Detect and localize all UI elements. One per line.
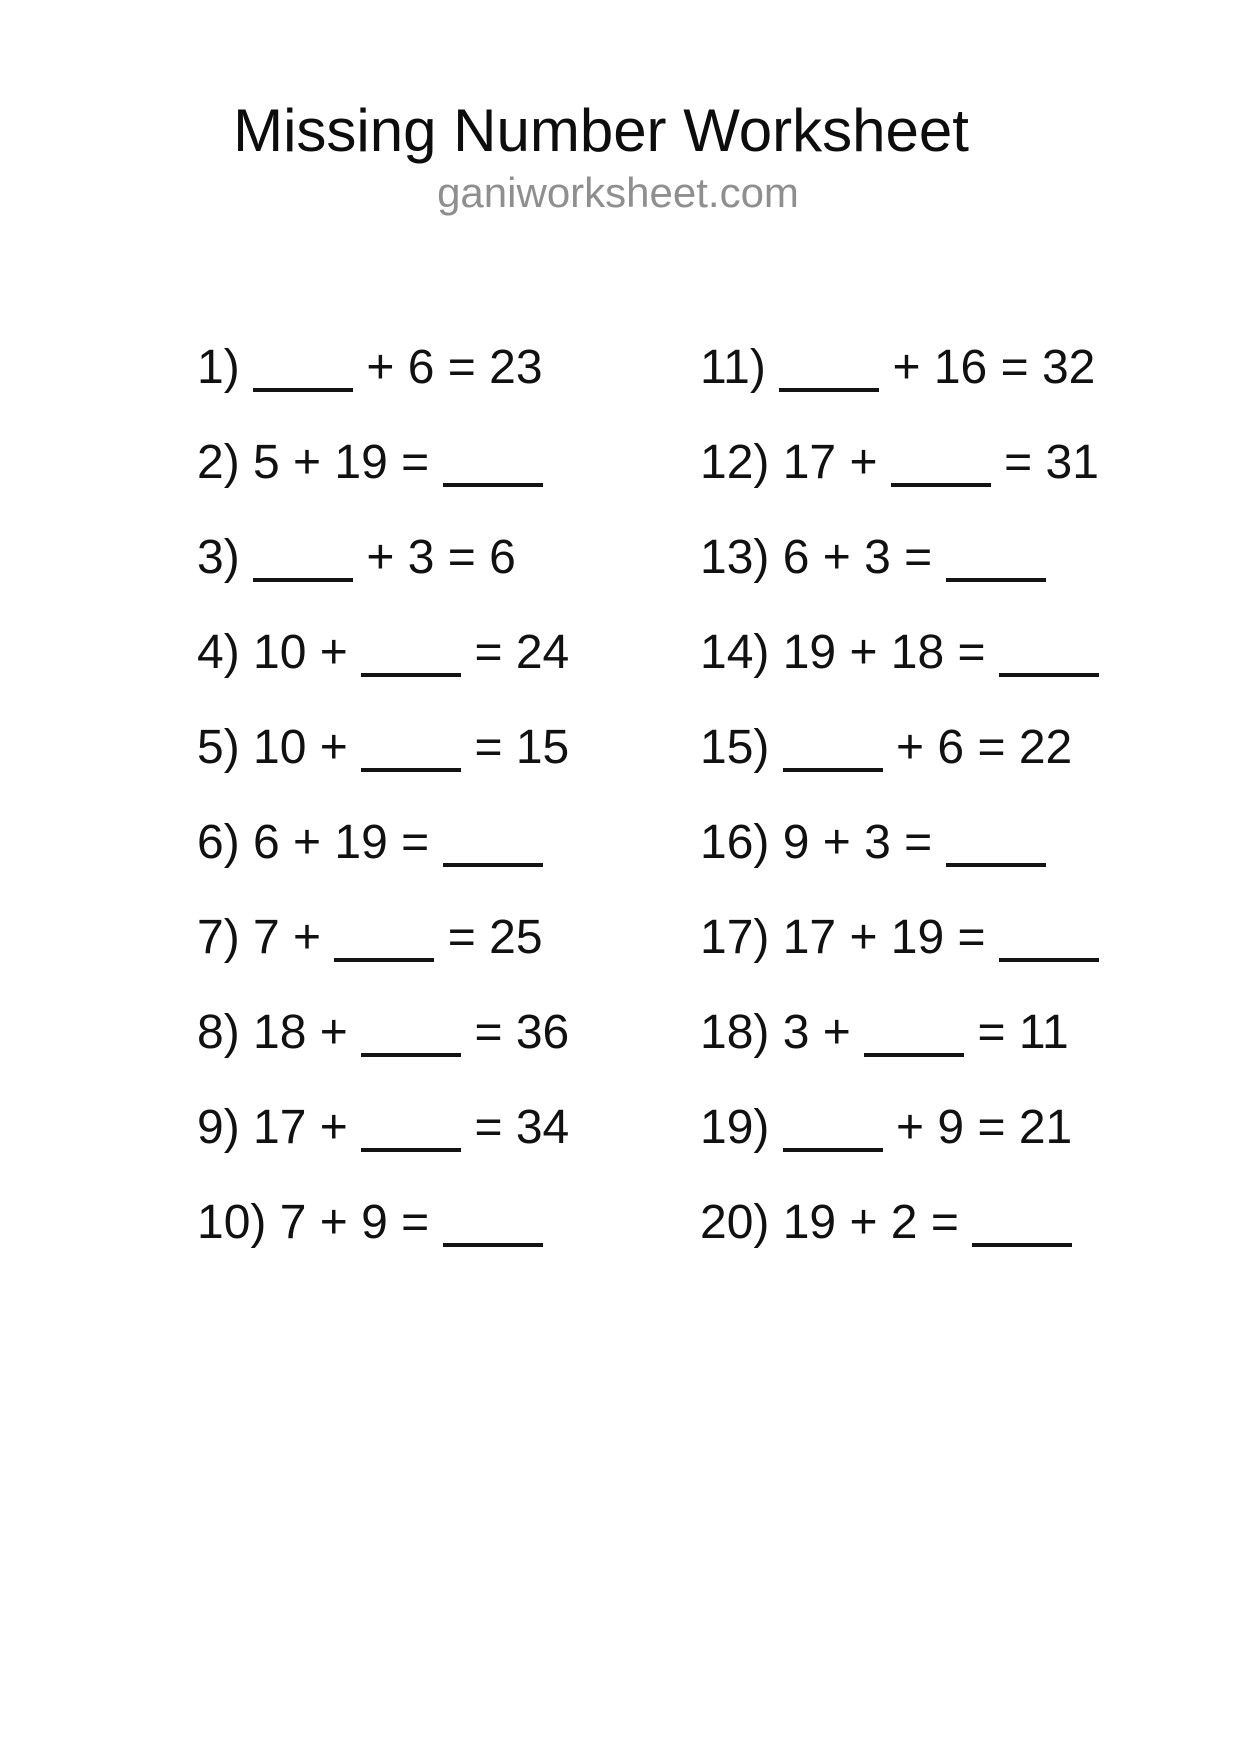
problem-row: 19) + 9 = 21: [700, 1101, 1073, 1154]
answer-blank: [783, 1148, 883, 1152]
answer-blank: [334, 958, 434, 962]
problem-row: 10) 7 + 9 =: [197, 1175, 569, 1270]
answer-blank: [946, 863, 1046, 867]
answer-blank: [253, 388, 353, 392]
answer-blank: [972, 1243, 1072, 1247]
problem-row: 13) 6 + 3 =: [700, 510, 1099, 605]
answer-blank: [999, 673, 1099, 677]
answer-blank: [999, 958, 1099, 962]
answer-blank: [443, 483, 543, 487]
site-credit: ganiworksheet.com: [437, 169, 799, 216]
problem-row: 6) 6 + 19 =: [197, 795, 569, 890]
problems-column-right: [700, 320, 1099, 1270]
problem-row: 9) 17 + = 34: [197, 1101, 570, 1154]
problem-row: 5) 10 + = 15: [197, 721, 570, 774]
answer-blank: [946, 578, 1046, 582]
problem-row: 18) 3 + = 11: [700, 1006, 1069, 1059]
page-title: Missing Number Worksheet: [233, 97, 969, 164]
answer-blank: [361, 768, 461, 772]
problem-row: 15) + 6 = 22: [700, 721, 1073, 774]
answer-blank: [443, 1243, 543, 1247]
answer-blank: [361, 673, 461, 677]
problem-row: 12) 17 + = 31: [700, 436, 1099, 489]
problem-row: 4) 10 + = 24: [197, 626, 570, 679]
problem-row: 7) 7 + = 25: [197, 911, 543, 964]
answer-blank: [891, 483, 991, 487]
problem-row: 2) 5 + 19 =: [197, 415, 569, 510]
answer-blank: [361, 1053, 461, 1057]
problem-row: 16) 9 + 3 =: [700, 795, 1099, 890]
problem-row: 3) + 3 = 6: [197, 531, 516, 584]
problem-row: 17) 17 + 19 =: [700, 890, 1099, 985]
problem-row: 11) + 16 = 32: [700, 341, 1096, 394]
answer-blank: [779, 388, 879, 392]
answer-blank: [443, 863, 543, 867]
answer-blank: [783, 768, 883, 772]
answer-blank: [864, 1053, 964, 1057]
problem-row: 1) + 6 = 23: [197, 341, 543, 394]
answer-blank: [361, 1148, 461, 1152]
problem-row: 8) 18 + = 36: [197, 1006, 570, 1059]
problem-row: 20) 19 + 2 =: [700, 1175, 1099, 1270]
problem-row: 14) 19 + 18 =: [700, 605, 1099, 700]
answer-blank: [253, 578, 353, 582]
problems-column-left: [197, 320, 569, 1270]
